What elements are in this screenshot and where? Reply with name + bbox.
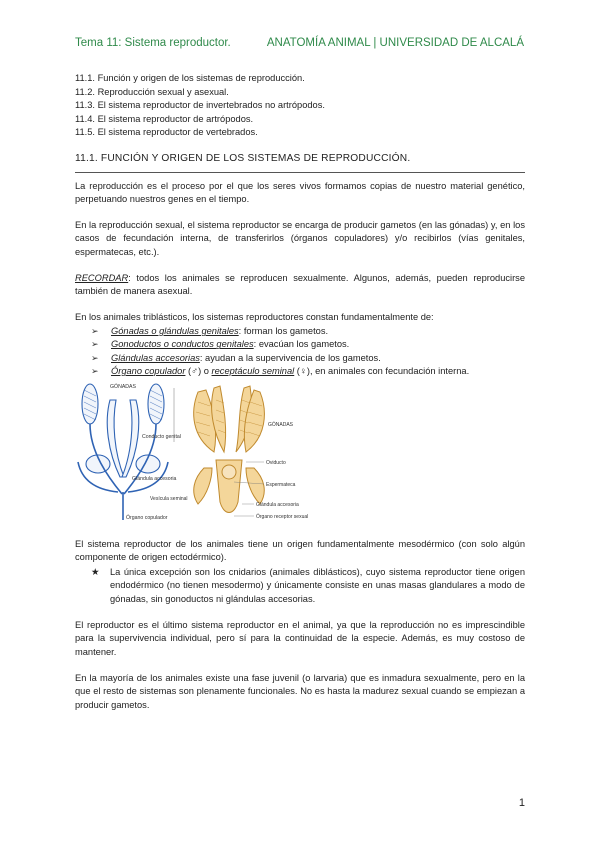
- label-gonadas-right: GÓNADAS: [268, 422, 294, 428]
- vesicle-labels: [150, 382, 188, 526]
- term-description: : ayudan a la supervivencia de los gametos.: [199, 352, 381, 363]
- list-item: [91, 352, 469, 365]
- label-conducto-genital: Conducto genital: [142, 434, 181, 440]
- exception-item: [91, 566, 525, 606]
- term: Glándulas accesorias: [111, 352, 200, 363]
- arrow-bullet-icon: ➢: [91, 352, 99, 363]
- list-item: [91, 325, 469, 338]
- paragraph-reproduction: La reproducción es el proceso por el que los seres vivos formamos copias de nuestro material genético, perpetuando nuestros genes en el tiempo.: [75, 181, 525, 205]
- female-reproductive-diagram: [184, 382, 309, 526]
- toc-item: 11.1. Función y origen de los sistemas de reproducción.: [75, 73, 305, 83]
- label-oviducto: Oviducto: [266, 460, 286, 466]
- term: receptáculo seminal: [211, 365, 295, 376]
- paragraph-juvenile: En la mayoría de los animales existe una fase juvenil (o larvaria) que es inmadura sexualmente, pero en la que el resto de sistemas son plenamente funcionales. No es hasta la madurez sexual cuando se empiezan a producir gametos.: [75, 673, 525, 710]
- paragraph-last-system: El reproductor es el último sistema reproductor en el animal, ya que la reproducción no es imprescindible para la supervivencia individual, pero sí para la continuidad de la especie. Además, es muy costoso de mantener.: [75, 620, 525, 657]
- paragraph-triblastic: En los animales triblásticos, los sistemas reproductores constan fundamentalmente de:: [75, 312, 434, 322]
- paragraph-sexual-reproduction: En la reproducción sexual, el sistema reproductor se encarga de producir gametos (en las gónadas) y, en los casos de fecundación interna, de transferirlos (órganos copuladores) y/o recibirlos (vías genitales, espermatecas, etc.).: [75, 220, 525, 257]
- section-title: 11.1. FUNCIÓN Y ORIGEN DE LOS SISTEMAS DE REPRODUCCIÓN.: [75, 153, 411, 164]
- label-vesicula-seminal: Vesícula seminal: [150, 496, 188, 502]
- toc-item: 11.5. El sistema reproductor de vertebrados.: [75, 127, 258, 138]
- label-glandula-accesoria-right: Glándula accesoria: [256, 502, 299, 508]
- page-number: 1: [518, 797, 525, 809]
- list-item: [91, 338, 469, 351]
- star-bullet-icon: ★: [91, 567, 100, 577]
- paragraph-origin: El sistema reproductor de los animales tiene un origen fundamentalmente mesodérmico (con solo algún componente de origen ectodérmico).: [75, 539, 525, 563]
- label-glandula-accesoria: Glándula accesoria: [132, 476, 177, 482]
- toc-item: 11.4. El sistema reproductor de artrópodos.: [75, 113, 254, 124]
- components-list: [91, 325, 469, 378]
- term: Gónadas o glándulas genitales: [111, 326, 239, 336]
- exception-text: La única excepción son los cnidarios (animales diblásticos), cuyo sistema reproductor tiene origen endodérmico (no tienen mesodermo) y únicamente consiste en unas masas glandulares a modo de gónadas, sin gonoductos ni glándulas accesorias.: [110, 567, 525, 604]
- term-connector: (♂) o: [185, 365, 212, 376]
- header-right: ANATOMÍA ANIMAL | UNIVERSIDAD DE ALCALÁ: [266, 37, 524, 49]
- list-item: [91, 365, 469, 378]
- term-description: : evacúan los gametos.: [253, 339, 350, 350]
- term-description: : forman los gametos.: [238, 326, 329, 336]
- term: Órgano copulador: [111, 365, 186, 376]
- arrow-bullet-icon: ➢: [91, 339, 99, 350]
- term-description: (♀), en animales con fecundación interna.: [294, 365, 470, 376]
- recordar-text: : todos los animales se reproducen sexualmente. Algunos, además, pueden reproducirse también de manera asexual.: [75, 273, 525, 297]
- table-of-contents: [75, 72, 325, 140]
- label-organo-receptor: Órgano receptor sexual: [256, 514, 309, 520]
- label-espermateca: Espermateca: [266, 482, 296, 488]
- arrow-bullet-icon: ➢: [91, 365, 99, 376]
- paragraph-recordar: [75, 272, 525, 299]
- toc-item: 11.2. Reproducción sexual y asexual.: [75, 86, 229, 97]
- term: Gonoductos o conductos genitales: [111, 339, 254, 350]
- toc-item: 11.3. El sistema reproductor de invertebrados no artrópodos.: [75, 100, 325, 111]
- arrow-bullet-icon: ➢: [91, 326, 99, 336]
- header-left: Tema 11: Sistema reproductor.: [75, 37, 231, 49]
- label-organo-copulador: Órgano copulador: [126, 515, 168, 521]
- section-divider: [75, 172, 525, 173]
- recordar-label: RECORDAR: [75, 273, 129, 283]
- label-gonadas-left: GÓNADAS: [110, 384, 136, 390]
